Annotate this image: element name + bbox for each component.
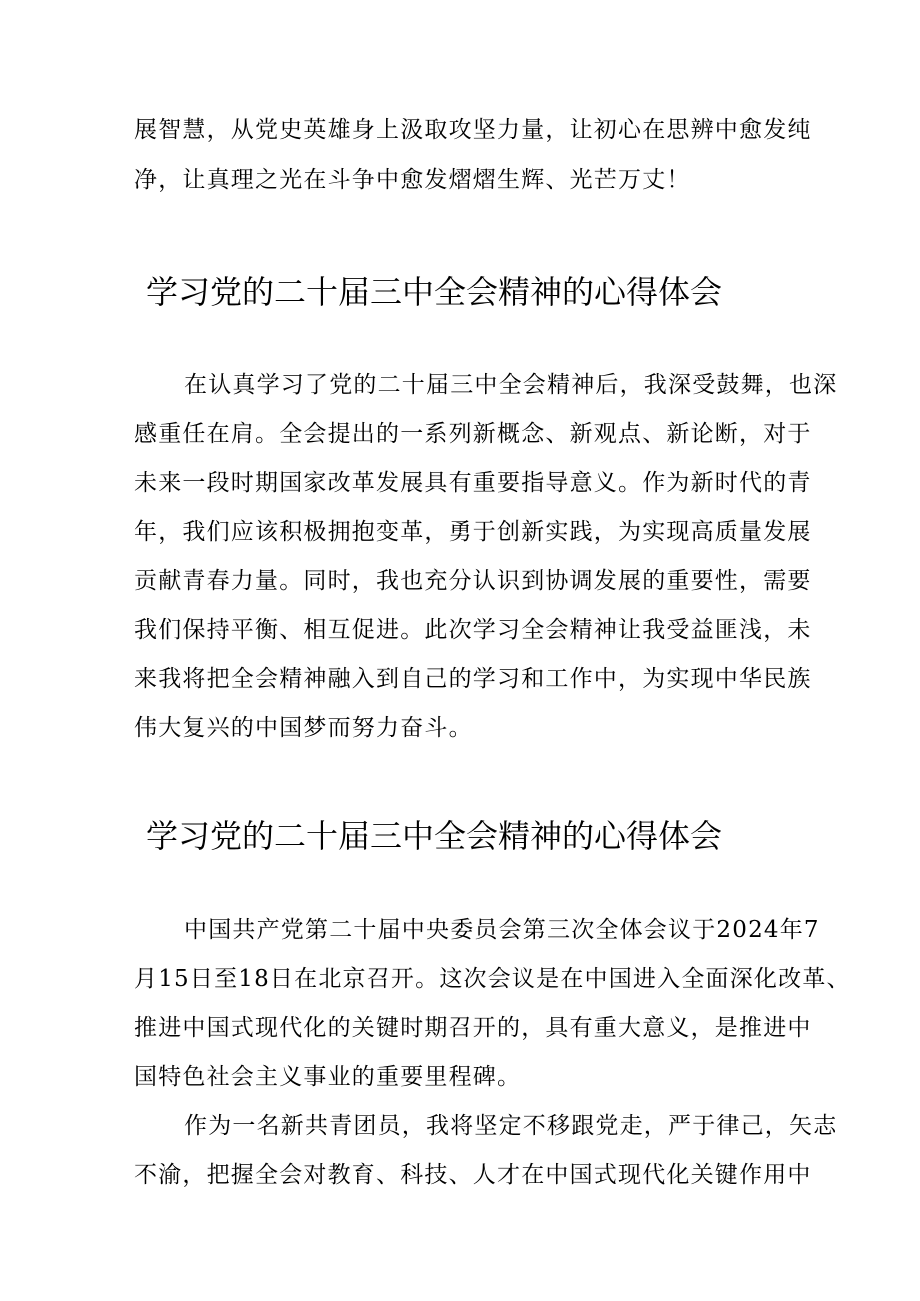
article-1-line-5: 贡献青春力量。同时，我也充分认识到协调发展的重要性，需要 <box>134 568 812 594</box>
article-2-line-5: 作为一名新共青团员，我将坚定不移跟党走，严于律己，矢志 <box>184 1113 838 1139</box>
article-1-title: 学习党的二十届三中全会精神的心得体会 <box>146 273 723 311</box>
article-1-line-8: 伟大复兴的中国梦而努力奋斗。 <box>134 715 473 741</box>
article-2-line-4: 国特色社会主义事业的重要里程碑。 <box>134 1064 522 1090</box>
article-2-line-6: 不渝，把握全会对教育、科技、人才在中国式现代化关键作用中 <box>134 1162 812 1188</box>
article-1-line-3: 未来一段时期国家改革发展具有重要指导意义。作为新时代的青 <box>134 470 812 496</box>
article-1-line-1: 在认真学习了党的二十届三中全会精神后，我深受鼓舞，也深 <box>184 372 838 398</box>
article-1-line-4: 年，我们应该积极拥抱变革，勇于创新实践，为实现高质量发展 <box>134 519 812 545</box>
article-2-line-2: 月15日至18日在北京召开。这次会议是在中国进入全面深化改革、 <box>134 966 851 992</box>
intro-line-2: 净，让真理之光在斗争中愈发熠熠生辉、光芒万丈！ <box>134 167 691 193</box>
article-1-line-7: 来我将把全会精神融入到自己的学习和工作中，为实现中华民族 <box>134 666 812 692</box>
article-2-line-3: 推进中国式现代化的关键时期召开的，具有重大意义，是推进中 <box>134 1015 812 1041</box>
article-2-line-1: 中国共产党第二十届中央委员会第三次全体会议于2024年7 <box>184 917 820 943</box>
article-1-line-6: 我们保持平衡、相互促进。此次学习全会精神让我受益匪浅，未 <box>134 617 812 643</box>
intro-line-1: 展智慧，从党史英雄身上汲取攻坚力量，让初心在思辨中愈发纯 <box>134 117 812 143</box>
article-1-line-2: 感重任在肩。全会提出的一系列新概念、新观点、新论断，对于 <box>134 421 812 447</box>
article-2-title: 学习党的二十届三中全会精神的心得体会 <box>146 817 723 855</box>
